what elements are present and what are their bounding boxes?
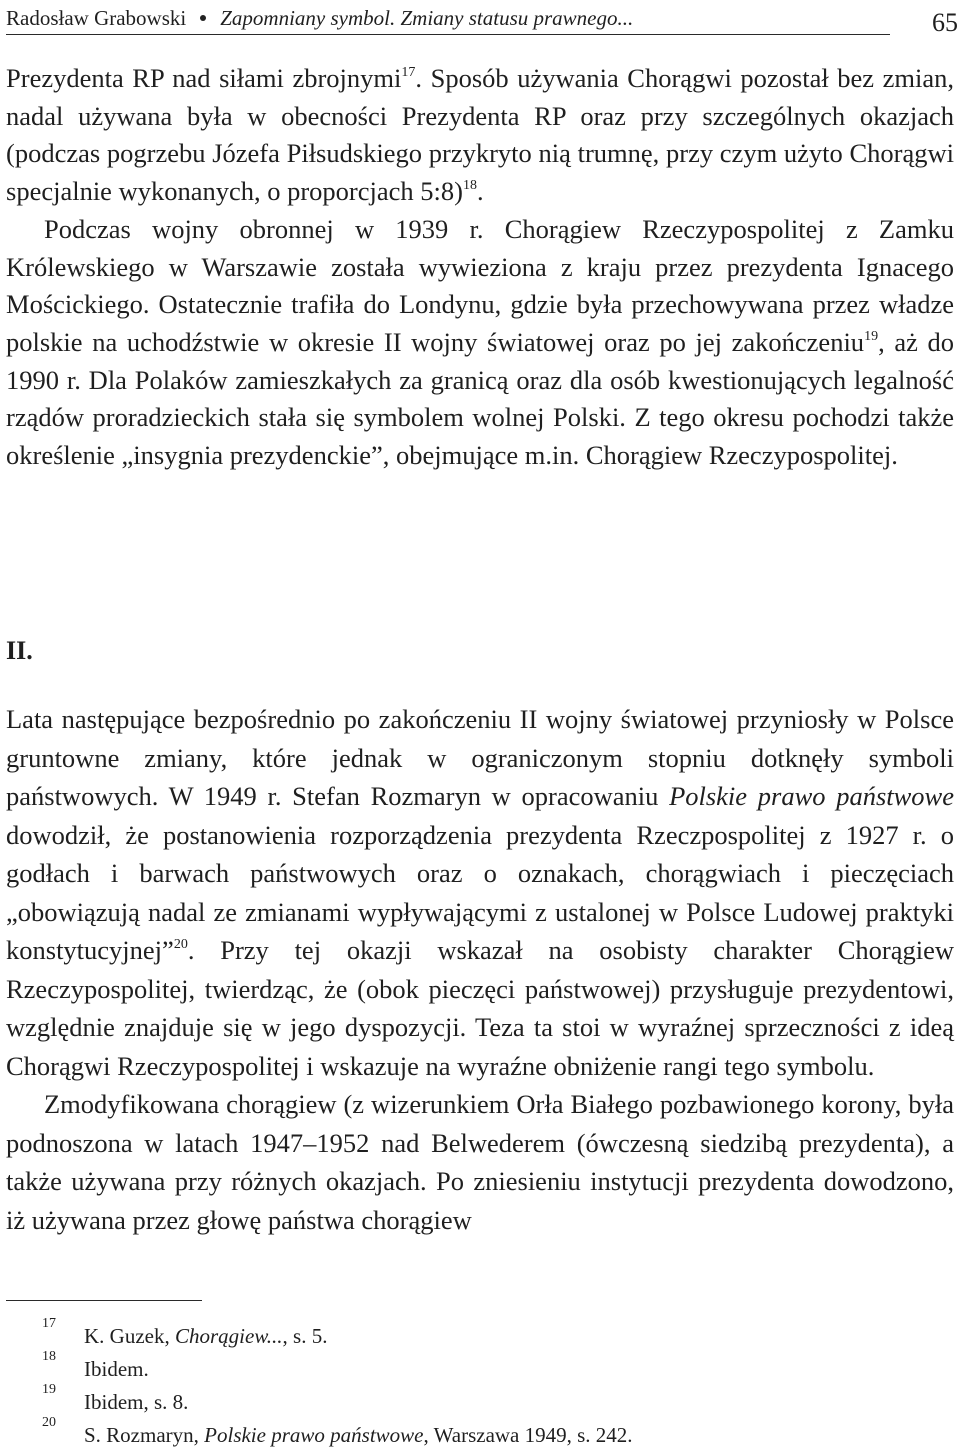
section-heading: II. — [6, 636, 33, 665]
header-author: Radosław Grabowski — [6, 6, 187, 30]
footnote — [6, 1318, 954, 1351]
footnote-text: Ibidem, s. 8. — [84, 1390, 189, 1414]
paragraph: Prezydenta RP nad siłami zbrojnymi$^{17}$. Sposób używania Chorągwi pozostał bez zmian, nadal używana była w obecności Prezydenta RP oraz przy szczególnych okazjach (podczas pogrzebu Józefa Piłsudskiego przykryto nią trumnę, przy czym użyto Chorągwi specjalnie wykonanych, o proporcjach 5:8)$^{18}$. — [6, 63, 954, 207]
bullet-separator-icon — [200, 15, 206, 21]
footnote-ref: 20 — [173, 937, 188, 952]
footnote-ref: 19 — [864, 328, 879, 344]
footnote-text: Ibidem. — [84, 1357, 149, 1381]
footnotes — [6, 1318, 954, 1450]
paragraph: Lata następujące bezpośrednio po zakończeniu II wojny światowej przyniosły w Polsce gruntowne zmiany, które jednak w ograniczonym stopniu dotknęły symboli państwowych. W 1949 r. Stefan Rozmaryn w opracowaniu Polskie prawo państwowe dowodził, że postanowienia rozporządzenia prezydenta Rzeczpospolitej z 1927 r. o godłach i barwach państwowych oraz o oznakach, chorągwiach i pieczęciach „obowiązują nadal ze zmianami wypływającymi z ustalonej w Polsce Ludowej praktyki konstytucyjnej”$^{20}$. Przy tej okazji wskazał na osobisty charakter Chorągiew Rzeczypospolitej, twierdząc, że (obok pieczęci państwowej) przysługuje prezydentowi, względnie znajduje się w jego dyspozycji. Teza ta stoi w wyraźnej sprzeczności z ideą Chorągwi Rzeczypospolitej i wskazuje na wyraźne obniżenie rangi tego symbolu. — [6, 704, 954, 1081]
section-text — [6, 700, 954, 1239]
body-text — [6, 60, 954, 475]
footnote-text: S. Rozmaryn, Polskie prawo państwowe, Warszawa 1949, s. 242. — [84, 1423, 633, 1447]
footnote — [6, 1351, 954, 1384]
header-rule — [6, 34, 890, 35]
footnote — [6, 1417, 954, 1450]
footnote-ref: 17 — [401, 65, 416, 80]
footnote-number: 19 — [42, 1382, 56, 1397]
footnote-rule — [6, 1300, 202, 1301]
footnote-number: 20 — [42, 1415, 56, 1430]
header-title: Zapomniany symbol. Zmiany statusu prawnego... — [220, 6, 634, 30]
page-number: 65 — [932, 8, 958, 37]
paragraph: Podczas wojny obronnej w 1939 r. Chorągiew Rzeczypospolitej z Zamku Królewskiego w Warszawie została wywieziona z kraju przez prezydenta Ignacego Mościckiego. Ostatecznie trafiła do Londynu, gdzie była przechowywana przez władze polskie na uchodźstwie w okresie II wojny światowej oraz po jej zakończeniu$^{19}$, aż do 1990 r. Dla Polaków zamieszkałych za granicą oraz dla osób kwestionujących legalność rządów proradzieckich stała się symbolem wolnej Polski. Z tego okresu pochodzi także określenie „insygnia prezydenckie”, obejmujące m.in. Chorągiew Rzeczypospolitej. — [6, 213, 954, 471]
footnote — [6, 1384, 954, 1417]
paragraph: Zmodyfikowana chorągiew (z wizerunkiem Orła Białego pozbawionego korony, była podnoszona w latach 1947–1952 nad Belwederem (ówczesną siedzibą prezydenta), a także używana przy różnych okazjach. Po zniesieniu instytucji prezydenta dowodzono, iż używana przez głowę państwa chorągiew — [6, 1089, 954, 1235]
running-header — [6, 4, 958, 40]
footnote-number: 17 — [42, 1316, 56, 1331]
footnote-ref: 18 — [462, 178, 477, 194]
footnote-text: K. Guzek, Chorągiew..., s. 5. — [84, 1324, 328, 1348]
footnote-number: 18 — [42, 1349, 56, 1364]
running-head — [6, 6, 633, 31]
